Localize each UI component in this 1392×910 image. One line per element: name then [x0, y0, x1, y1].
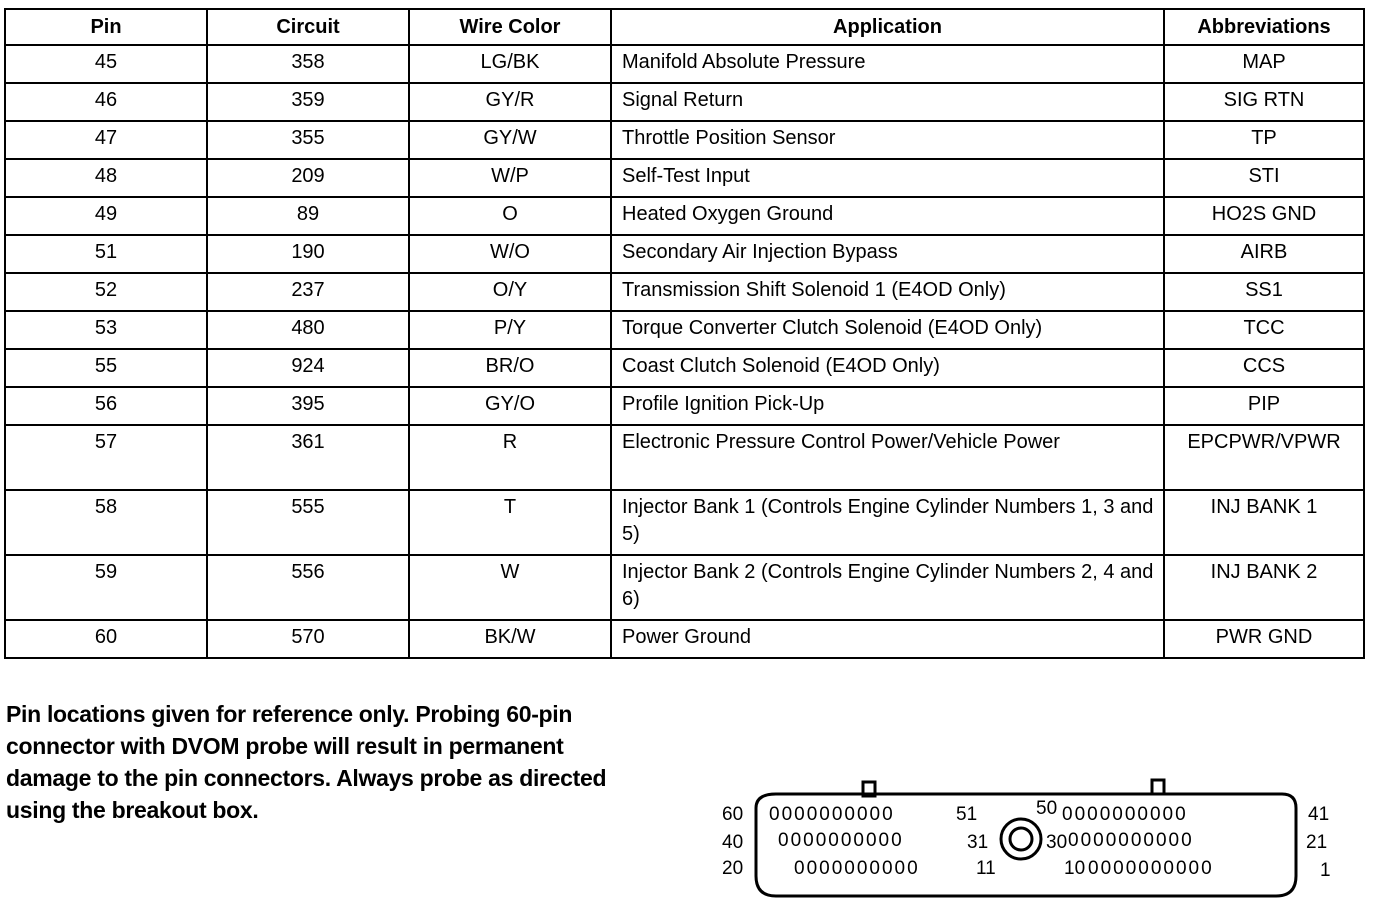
cell-circuit: 395: [207, 387, 409, 425]
cell-abbreviation: SS1: [1164, 273, 1364, 311]
pin-label-20: 20: [722, 858, 744, 879]
cell-application: Heated Oxygen Ground: [611, 197, 1164, 235]
cell-wire-color: GY/W: [409, 121, 611, 159]
table-row: [5, 620, 1364, 658]
header-wire-color: Wire Color: [409, 9, 611, 45]
pin-label-30: 30: [1046, 832, 1068, 853]
connector-diagram: [714, 776, 1344, 910]
cell-circuit: 209: [207, 159, 409, 197]
pin-label-50: 50: [1036, 798, 1058, 819]
cell-abbreviation: INJ BANK 1: [1164, 490, 1364, 555]
cell-pin: 47: [5, 121, 207, 159]
pin-row-41-50: 0000000000: [1062, 804, 1188, 825]
cell-wire-color: W/P: [409, 159, 611, 197]
cell-circuit: 190: [207, 235, 409, 273]
cell-wire-color: O: [409, 197, 611, 235]
cell-pin: 59: [5, 555, 207, 620]
cell-wire-color: O/Y: [409, 273, 611, 311]
cell-pin: 49: [5, 197, 207, 235]
cell-wire-color: BK/W: [409, 620, 611, 658]
pin-label-21: 21: [1306, 832, 1328, 853]
cell-wire-color: T: [409, 490, 611, 555]
table-row: [5, 311, 1364, 349]
pin-label-41: 41: [1308, 804, 1330, 825]
cell-abbreviation: TCC: [1164, 311, 1364, 349]
cell-abbreviation: SIG RTN: [1164, 83, 1364, 121]
pin-label-60: 60: [722, 804, 744, 825]
cell-circuit: 570: [207, 620, 409, 658]
cell-pin: 52: [5, 273, 207, 311]
cell-abbreviation: PWR GND: [1164, 620, 1364, 658]
pin-row-51-60: 0000000000: [769, 804, 895, 825]
cell-application: Injector Bank 1 (Controls Engine Cylinder Numbers 1, 3 and 5): [611, 490, 1164, 555]
pin-label-31: 31: [967, 832, 989, 853]
cell-abbreviation: HO2S GND: [1164, 197, 1364, 235]
cell-pin: 51: [5, 235, 207, 273]
cell-wire-color: GY/R: [409, 83, 611, 121]
table-row: [5, 490, 1364, 555]
cell-circuit: 361: [207, 425, 409, 490]
cell-application: Throttle Position Sensor: [611, 121, 1164, 159]
cell-abbreviation: MAP: [1164, 45, 1364, 83]
pin-row-31-40: 0000000000: [778, 830, 904, 851]
cell-pin: 57: [5, 425, 207, 490]
table-row: [5, 197, 1364, 235]
cell-abbreviation: AIRB: [1164, 235, 1364, 273]
cell-abbreviation: EPCPWR/VPWR: [1164, 425, 1364, 490]
cell-pin: 46: [5, 83, 207, 121]
cell-wire-color: W/O: [409, 235, 611, 273]
cell-application: Profile Ignition Pick-Up: [611, 387, 1164, 425]
cell-application: Transmission Shift Solenoid 1 (E4OD Only): [611, 273, 1164, 311]
pin-label-40: 40: [722, 832, 744, 853]
cell-circuit: 555: [207, 490, 409, 555]
cell-application: Power Ground: [611, 620, 1164, 658]
cell-application: Self-Test Input: [611, 159, 1164, 197]
cell-application: Signal Return: [611, 83, 1164, 121]
pin-table: [4, 8, 1365, 659]
table-row: [5, 121, 1364, 159]
table-row: [5, 83, 1364, 121]
cell-application: Coast Clutch Solenoid (E4OD Only): [611, 349, 1164, 387]
pin-label-11: 11: [976, 858, 996, 879]
cell-pin: 55: [5, 349, 207, 387]
cell-abbreviation: CCS: [1164, 349, 1364, 387]
reference-note: Pin locations given for reference only. Probing 60-pin connector with DVOM probe will result in permanent damage to the pin connectors. Always probe as directed using the breakout box.: [6, 701, 607, 823]
cell-abbreviation: PIP: [1164, 387, 1364, 425]
cell-application: Torque Converter Clutch Solenoid (E4OD Only): [611, 311, 1164, 349]
table-header-row: [5, 9, 1364, 45]
cell-circuit: 89: [207, 197, 409, 235]
table-row: [5, 349, 1364, 387]
cell-circuit: 358: [207, 45, 409, 83]
header-pin: Pin: [5, 9, 207, 45]
cell-circuit: 359: [207, 83, 409, 121]
pin-label-51: 51: [956, 804, 978, 825]
pin-label-10: 10: [1064, 858, 1086, 879]
cell-wire-color: R: [409, 425, 611, 490]
cell-wire-color: P/Y: [409, 311, 611, 349]
cell-circuit: 480: [207, 311, 409, 349]
header-circuit: Circuit: [207, 9, 409, 45]
cell-pin: 56: [5, 387, 207, 425]
table-row: [5, 555, 1364, 620]
cell-wire-color: LG/BK: [409, 45, 611, 83]
cell-pin: 48: [5, 159, 207, 197]
cell-circuit: 556: [207, 555, 409, 620]
cell-abbreviation: INJ BANK 2: [1164, 555, 1364, 620]
table-row: [5, 45, 1364, 83]
cell-pin: 60: [5, 620, 207, 658]
pin-row-11-20: 0000000000: [794, 858, 920, 879]
cell-application: Secondary Air Injection Bypass: [611, 235, 1164, 273]
cell-abbreviation: STI: [1164, 159, 1364, 197]
cell-pin: 58: [5, 490, 207, 555]
table-row: [5, 159, 1364, 197]
cell-wire-color: BR/O: [409, 349, 611, 387]
cell-wire-color: W: [409, 555, 611, 620]
cell-abbreviation: TP: [1164, 121, 1364, 159]
pin-row-21-30: 0000000000: [1068, 830, 1194, 851]
header-application: Application: [611, 9, 1164, 45]
cell-application: Electronic Pressure Control Power/Vehicle Power: [611, 425, 1164, 490]
cell-circuit: 355: [207, 121, 409, 159]
header-abbreviations: Abbreviations: [1164, 9, 1364, 45]
cell-pin: 53: [5, 311, 207, 349]
cell-application: Injector Bank 2 (Controls Engine Cylinder Numbers 2, 4 and 6): [611, 555, 1164, 620]
table-row: [5, 425, 1364, 490]
cell-circuit: 924: [207, 349, 409, 387]
cell-wire-color: GY/O: [409, 387, 611, 425]
cell-application: Manifold Absolute Pressure: [611, 45, 1164, 83]
table-row: [5, 387, 1364, 425]
cell-pin: 45: [5, 45, 207, 83]
table-row: [5, 235, 1364, 273]
pin-label-1: 1: [1320, 860, 1331, 881]
cell-circuit: 237: [207, 273, 409, 311]
pin-row-1-10: 0000000000: [1088, 858, 1214, 879]
table-row: [5, 273, 1364, 311]
